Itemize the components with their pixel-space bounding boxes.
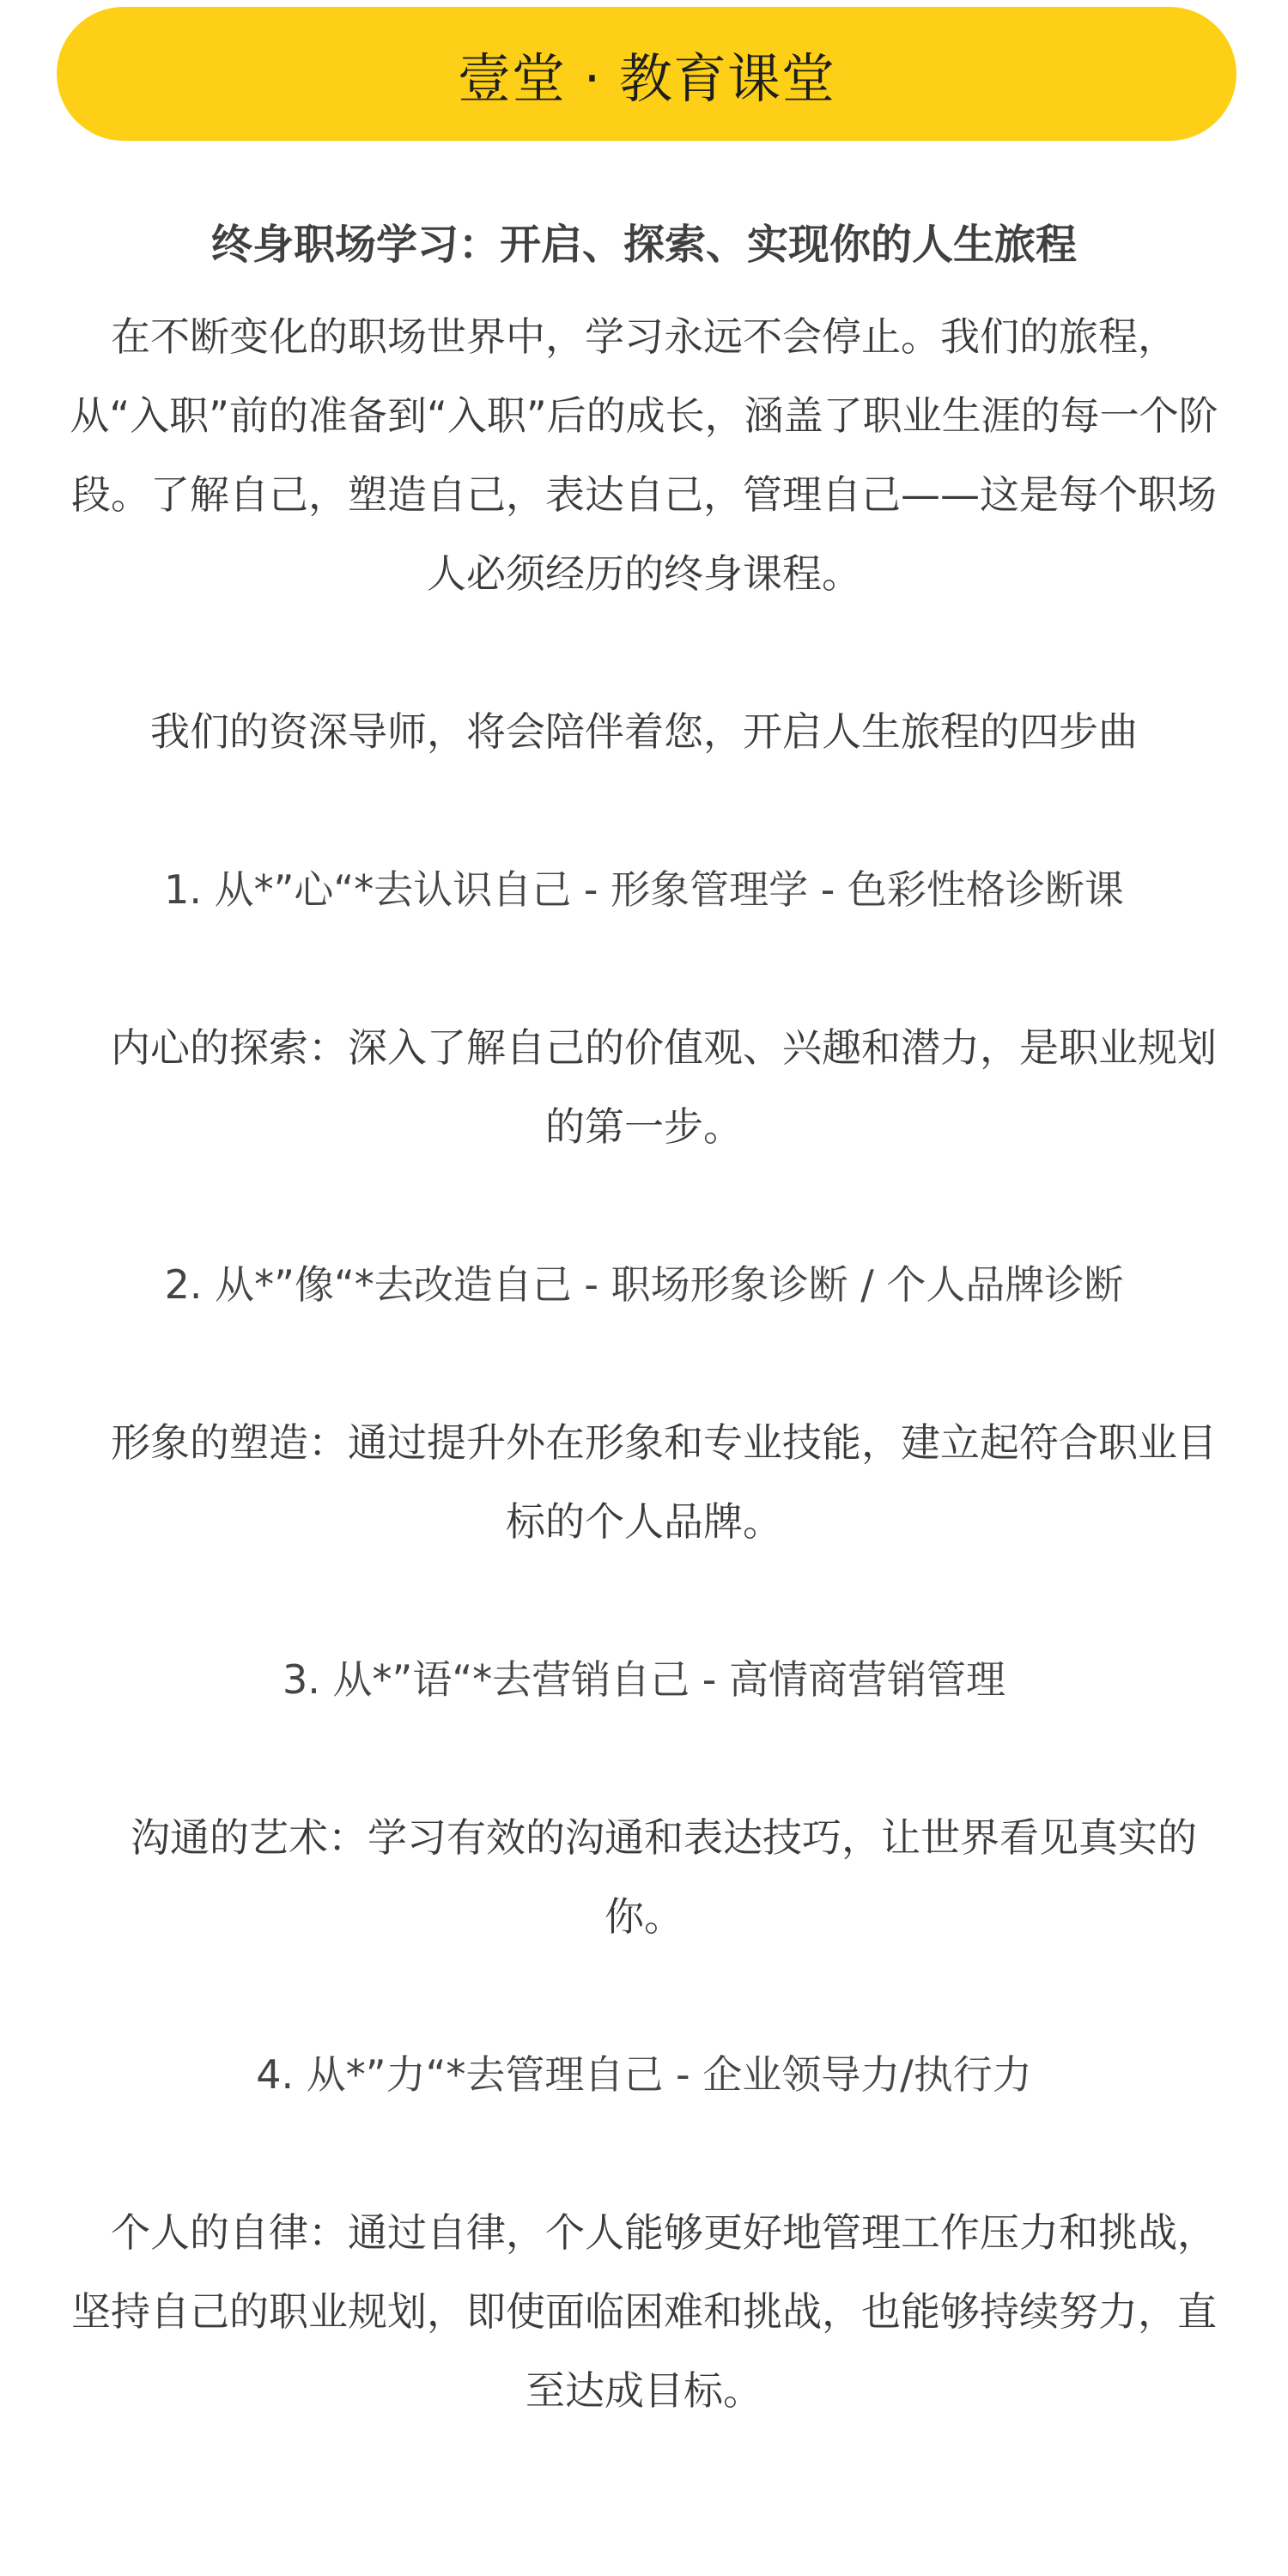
step-heading-4: 4. 从*”力“*去管理自己 - 企业领导力/执行力 <box>256 2051 1032 2098</box>
step-desc-3: 沟通的艺术：学习有效的沟通和表达技巧，让世界看见真实的你。 <box>131 1814 1197 1940</box>
header-banner <box>57 7 1236 141</box>
article-body <box>69 215 1219 2430</box>
intro-paragraph: 在不断变化的职场世界中，学习永远不会停止。我们的旅程，从“入职”前的准备到“入职”后的成长，涵盖了职业生涯的每一个阶段。了解自己，塑造自己，表达自己，管理自己——这是每个职场人必须经历的终身课程。 <box>70 313 1218 597</box>
step-heading-2: 2. 从*”像“*去改造自己 - 职场形象诊断 / 个人品牌诊断 <box>164 1261 1124 1308</box>
step-heading-1: 1. 从*”心“*去认识自己 - 形象管理学 - 色彩性格诊断课 <box>164 866 1124 913</box>
step-desc-4: 个人的自律：通过自律，个人能够更好地管理工作压力和挑战，坚持自己的职业规划，即使面临困难和挑战，也能够持续努力，直至达成目标。 <box>71 2209 1217 2414</box>
mentor-line: 我们的资深导师，将会陪伴着您，开启人生旅程的四步曲 <box>150 708 1138 755</box>
step-desc-1: 内心的探索：深入了解自己的价值观、兴趣和潜力，是职业规划的第一步。 <box>111 1024 1217 1150</box>
step-heading-3: 3. 从*”语“*去营销自己 - 高情商营销管理 <box>282 1656 1005 1703</box>
header-title: 壹堂 · 教育课堂 <box>457 46 836 110</box>
step-desc-2: 形象的塑造：通过提升外在形象和专业技能，建立起符合职业目标的个人品牌。 <box>111 1419 1217 1545</box>
article-title: 终身职场学习：开启、探索、实现你的人生旅程 <box>210 221 1077 269</box>
